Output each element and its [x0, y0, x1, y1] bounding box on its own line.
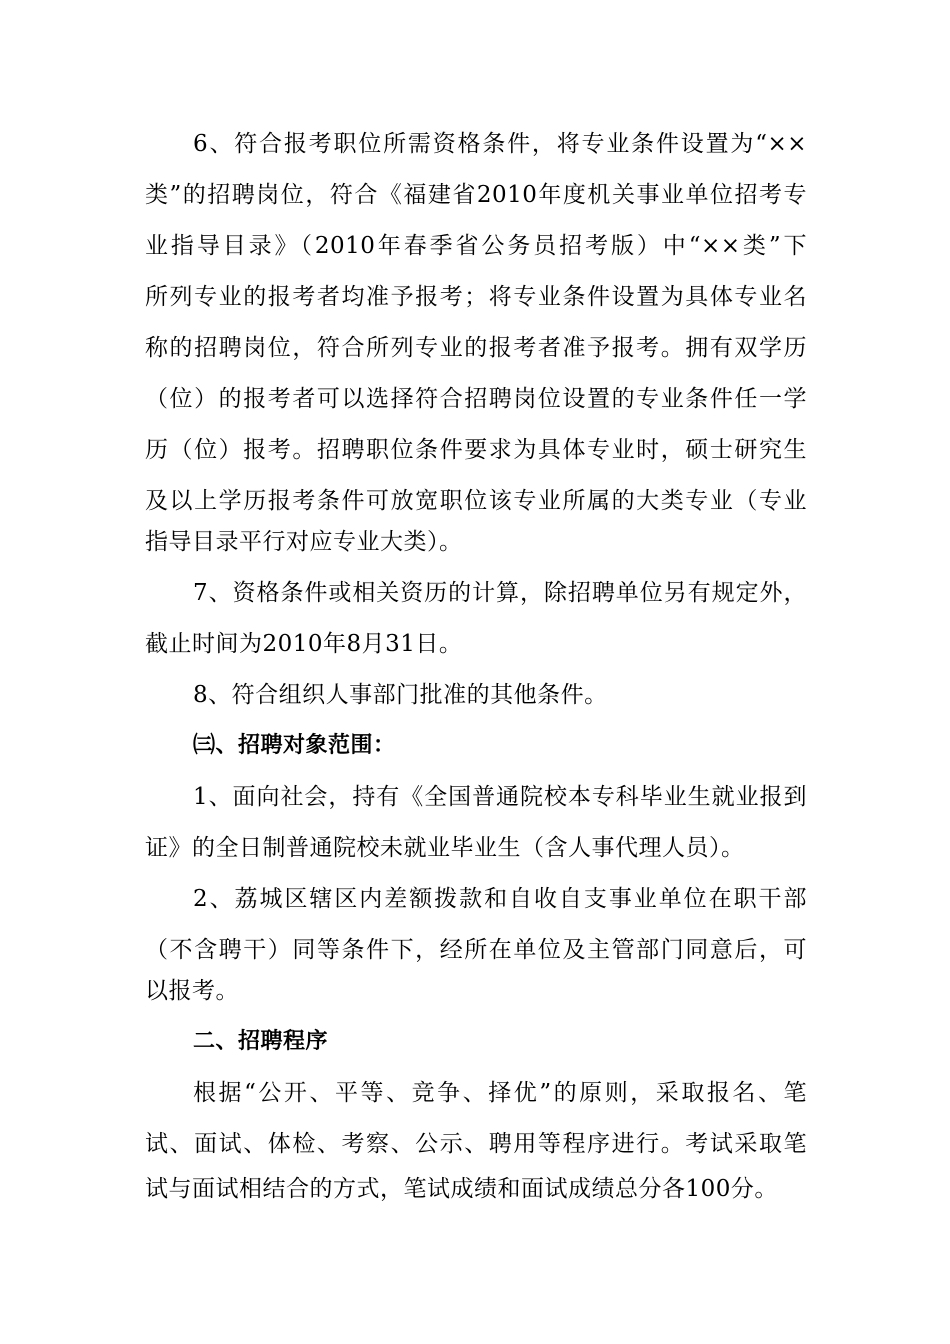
paragraph-line: 1、面向社会，持有《全国普通院校本专科毕业生就业报到 [193, 784, 807, 810]
paragraph-line: 8、符合组织人事部门批准的其他条件。 [193, 682, 608, 708]
section-heading: ㈢、招聘对象范围： [193, 733, 396, 758]
paragraph-line: 6、符合报考职位所需资格条件，将专业条件设置为“×× [193, 131, 807, 157]
paragraph-line: 及以上学历报考条件可放宽职位该专业所属的大类专业（专业 [145, 488, 807, 514]
paragraph-line: 证》的全日制普通院校未就业毕业生（含人事代理人员）。 [145, 835, 745, 861]
paragraph-line: 试与面试相结合的方式，笔试成绩和面试成绩总分各100分。 [145, 1176, 778, 1202]
paragraph-line: 历（位）报考。招聘职位条件要求为具体专业时，硕士研究生 [145, 437, 807, 463]
paragraph-line: 指导目录平行对应专业大类）。 [145, 529, 463, 555]
paragraph-line: （位）的报考者可以选择符合招聘岗位设置的专业条件任一学 [145, 386, 807, 412]
paragraph-line: 所列专业的报考者均准予报考；将专业条件设置为具体专业名 [145, 284, 807, 310]
paragraph-line: 7、资格条件或相关资历的计算，除招聘单位另有规定外， [193, 580, 807, 606]
paragraph-line: （不含聘干）同等条件下，经所在单位及主管部门同意后，可 [145, 937, 807, 963]
paragraph-line: 试、面试、体检、考察、公示、聘用等程序进行。考试采取笔 [145, 1131, 807, 1157]
paragraph-line: 2、荔城区辖区内差额拨款和自收自支事业单位在职干部 [193, 886, 807, 912]
paragraph-line: 根据“公开、平等、竞争、择优”的原则，采取报名、笔 [193, 1080, 807, 1106]
section-heading: 二、招聘程序 [193, 1029, 329, 1054]
paragraph-line: 称的招聘岗位，符合所列专业的报考者准予报考。拥有双学历 [145, 335, 807, 361]
paragraph-line: 类”的招聘岗位，符合《福建省2010年度机关事业单位招考专 [145, 182, 807, 208]
paragraph-line: 业指导目录》（2010年春季省公务员招考版）中“××类”下 [145, 233, 807, 259]
paragraph-line: 截止时间为2010年8月31日。 [145, 631, 463, 657]
paragraph-line: 以报考。 [145, 978, 239, 1004]
